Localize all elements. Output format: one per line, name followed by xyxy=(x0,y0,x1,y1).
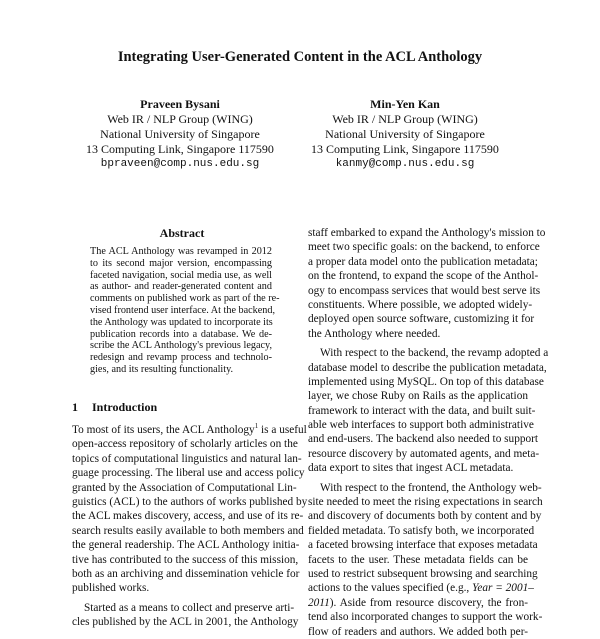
text-line: on the frontend, to expand the scope of the Anthol- xyxy=(308,270,539,283)
section-number: 1 xyxy=(72,400,78,414)
text-line: guistics (ACL) to the authors of works published by xyxy=(72,495,308,508)
left-column-text xyxy=(72,422,308,629)
text-line: To most of its users, the ACL Anthology$^1$ is a useful xyxy=(72,422,307,436)
text-line: implemented using MySQL. On top of this database xyxy=(308,375,544,388)
text-line: the ACL makes discovery, access, and use of its re- xyxy=(72,510,304,523)
text-line: and end-users. The backend also needed to support xyxy=(308,433,539,446)
text-line: publication records into a database. We de- xyxy=(90,328,272,340)
author-email: bpraveen@comp.nus.edu.sg xyxy=(100,158,260,170)
paper-title: Integrating User-Generated Content in the ACL Anthology xyxy=(117,49,483,65)
author-address: 13 Computing Link, Singapore 117590 xyxy=(311,142,499,156)
text-line: actions to the values specified (e.g., Year = 2001– xyxy=(308,582,534,595)
text-line: the Anthology was updated to incorporate its xyxy=(90,316,273,328)
text-line: comments on published work as part of the re- xyxy=(90,293,280,305)
author-affiliation: Web IR / NLP Group (WING) xyxy=(332,112,478,126)
text-line: With respect to the backend, the revamp adopted a xyxy=(320,347,549,360)
text-line: cles published by the ACL in 2001, the Anthology xyxy=(72,616,299,629)
section-heading-introduction xyxy=(72,400,157,415)
text-line: gies, and its resulting functionality. xyxy=(90,363,234,375)
text-line: granted by the Association of Computational Lin- xyxy=(72,481,297,494)
text-line: guage processing. The liberal use and access policy xyxy=(72,467,305,480)
text-line: framework to interact with the data, and built suit- xyxy=(308,404,536,417)
text-line: search results easily available to both members and xyxy=(72,524,304,537)
text-line: fielded metadata. To satisfy both, we incorporated xyxy=(308,524,535,537)
text-line: vised frontend user interface. At the backend, xyxy=(90,304,276,316)
author-institution: National University of Singapore xyxy=(325,127,485,141)
text-line: facets to the user. These metadata fields can be xyxy=(308,553,528,566)
text-line: staff embarked to expand the Anthology's mission to xyxy=(308,227,546,239)
author-block-2 xyxy=(290,97,520,172)
text-line: flow of readers and authors. We added both per- xyxy=(308,625,528,638)
author-institution: National University of Singapore xyxy=(100,127,260,141)
text-line: topics of computational linguistics and natural lan- xyxy=(72,452,302,465)
text-line: deployed open source software, customizing it for xyxy=(308,313,535,326)
right-column-text xyxy=(308,226,549,639)
text-line: a proper data model onto the publication metadata; xyxy=(308,255,538,268)
author-address: 13 Computing Link, Singapore 117590 xyxy=(86,142,274,156)
author-name: Min-Yen Kan xyxy=(370,97,440,111)
text-line: faceted navigation, social media use, as well xyxy=(90,269,272,281)
text-line: The ACL Anthology was revamped in 2012 xyxy=(90,246,272,257)
author-affiliation: Web IR / NLP Group (WING) xyxy=(107,112,253,126)
text-line: database model to describe the publication metadata, xyxy=(308,361,547,374)
text-line: both as an archiving and dissemination vehicle for xyxy=(72,567,300,580)
text-line: meet two specific goals: on the backend, to enforce xyxy=(308,241,540,254)
text-line: published works. xyxy=(72,582,150,595)
abstract-heading: Abstract xyxy=(159,226,205,240)
text-line: resource discovery by automated agents, and meta- xyxy=(308,447,540,460)
text-line: and discovery of documents both by content and by xyxy=(308,510,542,523)
text-line: the Anthology where needed. xyxy=(308,327,441,340)
author-name: Praveen Bysani xyxy=(140,97,220,111)
text-line: 2011). Aside from resource discovery, the fron- xyxy=(308,596,528,609)
author-email: kanmy@comp.nus.edu.sg xyxy=(335,158,475,170)
text-line: the general readership. The ACL Anthology initia- xyxy=(72,539,300,552)
text-line: Started as a means to collect and preserve arti- xyxy=(84,601,295,614)
text-line: site needed to meet the rising expectations in search xyxy=(308,496,543,509)
author-block-1 xyxy=(65,97,295,172)
text-line: as author- and reader-generated content and xyxy=(90,281,272,293)
abstract-body xyxy=(90,246,280,376)
text-line: used to restrict subsequent browsing and searching xyxy=(308,567,538,580)
text-line: a faceted browsing interface that exposes metadata xyxy=(308,539,538,552)
section-title: Introduction xyxy=(92,400,158,414)
text-line: constituents. Where possible, we adopted widely- xyxy=(308,298,533,311)
text-line: redesign and revamp process and technolo- xyxy=(90,352,272,364)
text-line: ogy to encompass services that would best serve its xyxy=(308,284,541,297)
text-line: tend also incorporated changes to support the work- xyxy=(308,611,543,624)
text-line: tive has contributed to the success of this mission, xyxy=(72,553,299,566)
text-line: With respect to the frontend, the Anthology web- xyxy=(320,481,542,494)
text-line: layer, we chose Ruby on Rails as the application xyxy=(308,390,528,403)
footnote-mark: 1 xyxy=(254,422,259,431)
text-line: able web interfaces to support both administrative xyxy=(308,419,534,432)
text-line: open-access repository of scholarly articles on the xyxy=(72,438,298,451)
text-line: to its second major version, encompassing xyxy=(90,257,272,269)
text-line: data export to sites that ingest ACL metadata. xyxy=(308,462,514,475)
text-line: scribe the ACL Anthology's previous legacy, xyxy=(90,340,272,352)
